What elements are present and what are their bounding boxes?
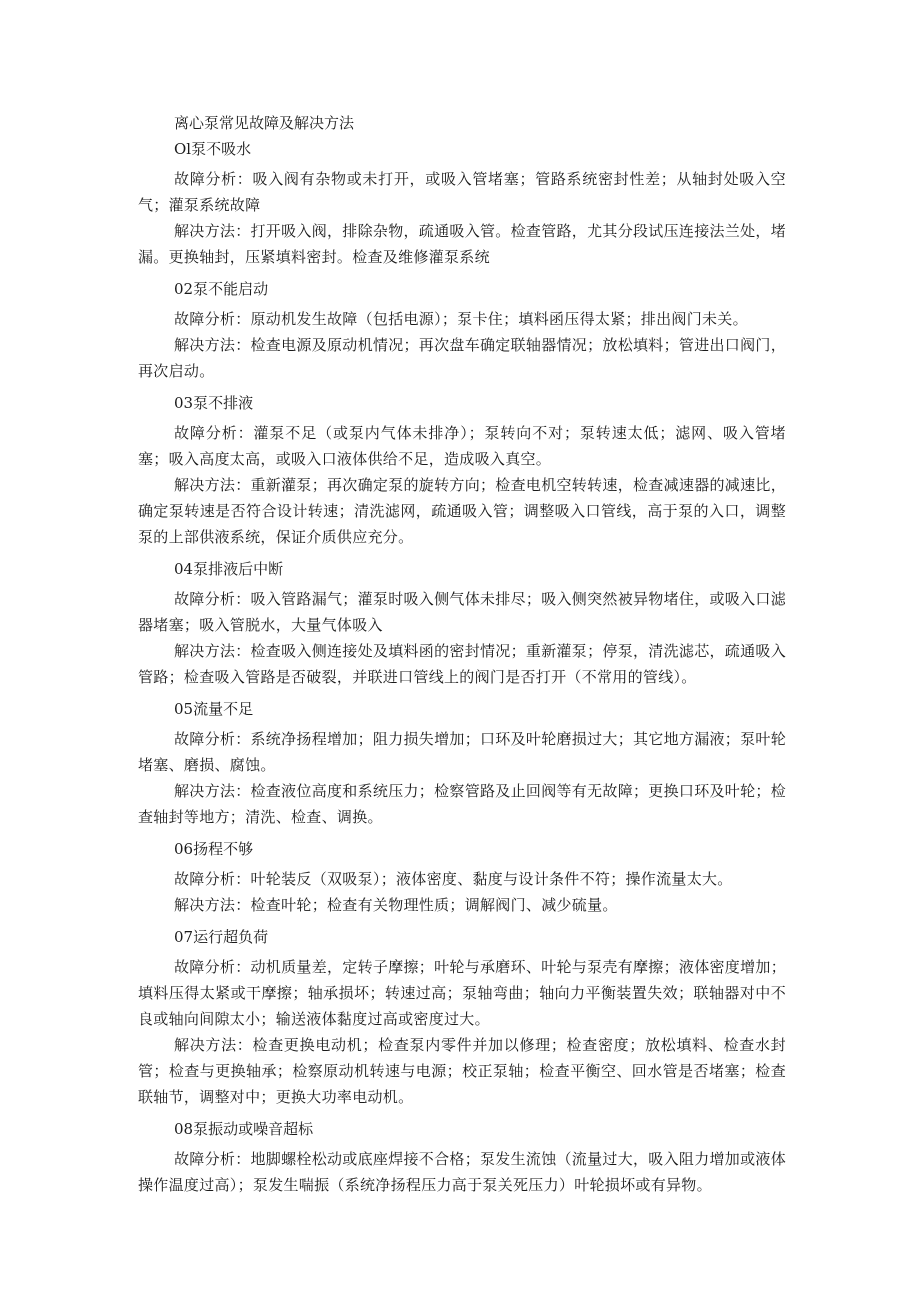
document-page xyxy=(138,106,786,1198)
section-heading-02: 02泵不能启动 xyxy=(174,280,269,298)
section-heading-05: 05流量不足 xyxy=(174,700,254,718)
fault-analysis-02: 故障分析：原动机发生故障（包括电源）；泵卡住；填料函压得太紧；排出阀门未关。 xyxy=(174,310,748,328)
section-heading-03: 03泵不排液 xyxy=(174,394,254,412)
solution-03: 解决方法：重新灌泵；再次确定泵的旋转方向；检查电机空转转速，检查减速器的减速比，确定泵转速是否符合设计转速；清洗滤网，疏通吸入管；调整吸入口管线，高于泵的入口，调整泵的上部供液系统，保证介质供应充分。 xyxy=(138,476,787,546)
solution-06: 解决方法：检查叶轮；检查有关物理性质；调解阀门、减少硫量。 xyxy=(174,896,618,914)
fault-analysis-06: 故障分析：叶轮装反（双吸泵）；液体密度、黏度与设计条件不符；操作流量太大。 xyxy=(174,870,733,888)
section-heading-04: 04泵排液后中断 xyxy=(174,560,284,578)
fault-analysis-01: 故障分析：吸入阀有杂物或未打开，或吸入管堵塞；管路系统密封性差；从轴封处吸入空气；灌泵系统故障 xyxy=(138,170,786,214)
fault-analysis-03: 故障分析：灌泵不足（或泵内气体未排净）；泵转向不对；泵转速太低；滤网、吸入管堵塞；吸入高度太高，或吸入口液体供给不足，造成吸入真空。 xyxy=(138,424,786,468)
fault-analysis-04: 故障分析：吸入管路漏气；灌泵时吸入侧气体未排尽；吸入侧突然被异物堵住，或吸入口滤器堵塞；吸入管脱水，大量气体吸入 xyxy=(138,590,787,634)
solution-07: 解决方法：检查更换电动机；检查泵内零件并加以修理；检查密度；放松填料、检查水封管；检查与更换轴承；检察原动机转速与电源；校正泵轴；检查平衡空、回水管是否堵塞；检查联轴节，调整对中；更换大功率电动机。 xyxy=(138,1036,786,1106)
fault-analysis-08: 故障分析：地脚螺栓松动或底座焊接不合格；泵发生流蚀（流量过大，吸入阻力增加或液体操作温度过高）；泵发生喘振（系统净扬程压力高于泵关死压力）叶轮损坏或有异物。 xyxy=(138,1150,787,1194)
document-title: 离心泵常见故障及解决方法 xyxy=(174,114,355,132)
fault-analysis-05: 故障分析：系统净扬程增加；阻力损失增加；口环及叶轮磨损过大；其它地方漏液；泵叶轮堵塞、磨损、腐蚀。 xyxy=(138,730,787,774)
solution-01: 解决方法：打开吸入阀，排除杂物，疏通吸入管。检查管路，尤其分段试压连接法兰处，堵漏。更换轴封，压紧填料密封。检查及维修灌泵系统 xyxy=(138,222,787,266)
section-heading-07: 07运行超负荷 xyxy=(174,928,269,946)
section-heading-01: Ol泵不吸水 xyxy=(174,140,252,158)
section-heading-06: 06扬程不够 xyxy=(174,840,254,858)
solution-05: 解决方法：检查液位高度和系统压力；检察管路及止回阀等有无故障；更换口环及叶轮；检查轴封等地方；清洗、检查、调换。 xyxy=(138,782,787,826)
solution-04: 解决方法：检查吸入侧连接处及填料函的密封情况；重新灌泵；停泵，清洗滤芯，疏通吸入管路；检查吸入管路是否破裂，并联进口管线上的阀门是否打开（不常用的管线）。 xyxy=(138,642,787,686)
solution-02: 解决方法：检查电源及原动机情况；再次盘车确定联轴器情况；放松填料；管进出口阀门，再次启动。 xyxy=(138,336,787,380)
section-heading-08: 08泵振动或噪音超标 xyxy=(174,1120,314,1138)
fault-analysis-07: 故障分析：动机质量差，定转子摩擦；叶轮与承磨环、叶轮与泵壳有摩擦；液体密度增加；填料压得太紧或干摩擦；轴承损坏；转速过高；泵轴弯曲；轴向力平衡装置失效；联轴器对中不良或轴向间隙太小；输送液体黏度过高或密度过大。 xyxy=(138,958,787,1028)
